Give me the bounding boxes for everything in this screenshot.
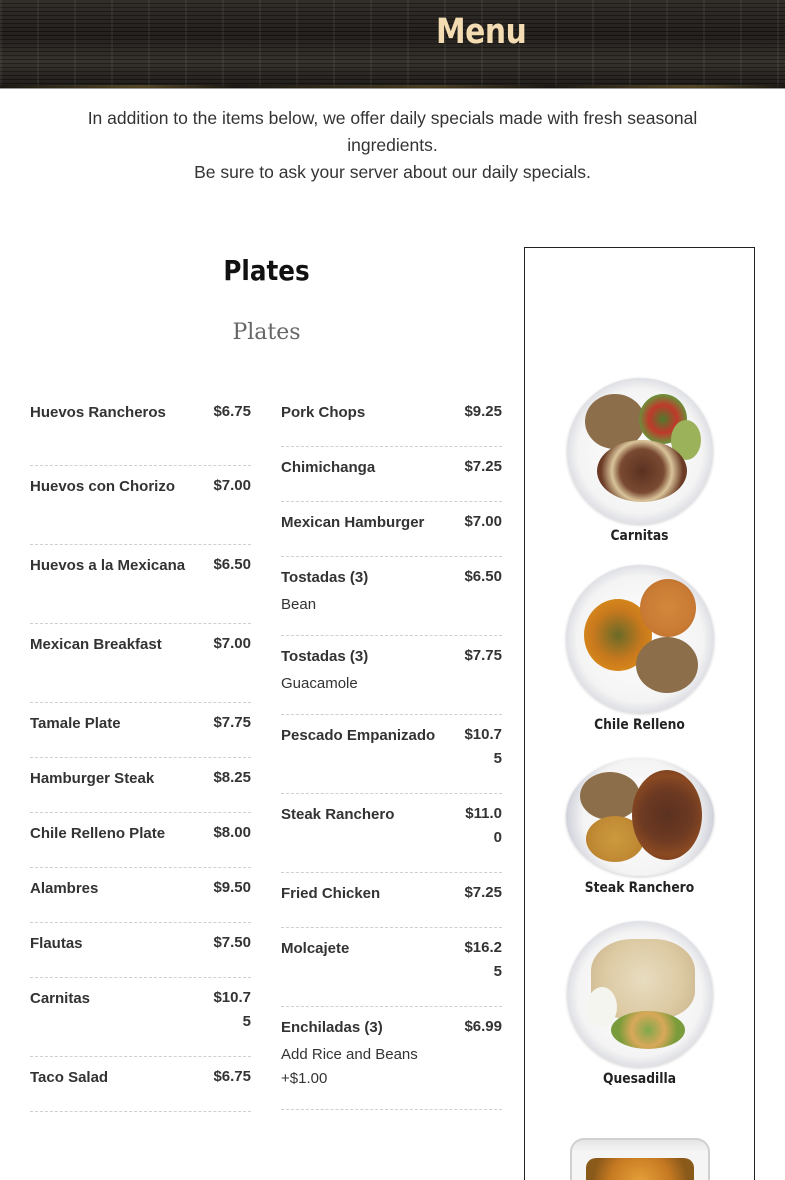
section-title: Plates [223,254,310,287]
menu-item-price: $6.99 [464,1018,502,1035]
dish-caption: Carnitas [610,528,669,544]
menu-item-price: $7.00 [213,477,251,494]
menu-item-name: Chile Relleno Plate [30,825,166,842]
menu-item-price: $16.25 [464,939,502,980]
menu-item-name: Flautas [30,935,83,952]
menu-item-name: Alambres [30,880,99,897]
menu-item [281,715,502,794]
menu-item-price: $10.75 [464,726,502,767]
menu-item [281,928,502,1007]
menu-item-name: Pescado Empanizado [281,727,436,744]
dish-chile-relleno [525,565,754,733]
menu-item-name: Mexican Hamburger [281,514,425,531]
menu-item-price: $8.25 [213,769,251,786]
menu-item [30,978,251,1057]
dish-photo-sidebar [524,247,755,1180]
carnitas-photo [567,378,713,524]
menu-item-description: Add Rice and Beans +$1.00 [281,1046,418,1087]
quesadilla-photo [567,921,713,1067]
menu-item-price: $8.00 [213,824,251,841]
intro-text [60,105,725,186]
menu-item [281,636,502,715]
menu-item [30,868,251,923]
menu-item [30,1057,251,1112]
menu-item [30,758,251,813]
menu-item [30,703,251,758]
dish-partial-container [525,1138,754,1180]
menu-item [30,545,251,624]
menu-item-description: Bean [281,596,317,613]
dish-steak-ranchero [525,758,754,896]
menu-item-price: $10.75 [213,989,251,1030]
dish-caption: Steak Ranchero [584,880,695,896]
menu-item-name: Enchiladas (3) [281,1019,383,1036]
menu-item-price: $7.50 [213,934,251,951]
menu-item-price: $7.00 [464,513,502,530]
intro-line-2: Be sure to ask your server about our daily specials. [194,162,591,182]
menu-item [30,392,251,466]
menu-item [281,502,502,557]
menu-item-price: $6.75 [213,1068,251,1085]
menu-item-price: $9.50 [213,879,251,896]
menu-item [30,624,251,703]
menu-item-name: Pork Chops [281,404,366,421]
menu-column-left [30,392,251,1112]
menu-item-name: Tamale Plate [30,715,121,732]
page-title: Menu [436,12,527,52]
dish-caption: Chile Relleno [594,717,685,733]
menu-item-name: Fried Chicken [281,885,381,902]
menu-item-price: $7.75 [213,714,251,731]
menu-item-name: Carnitas [30,990,91,1007]
menu-item-name: Tostadas (3) [281,569,369,586]
menu-item-price: $6.75 [213,403,251,420]
menu-item-name: Huevos a la Mexicana [30,557,186,574]
menu-item-name: Mexican Breakfast [30,636,162,653]
menu-item-description: Guacamole [281,675,358,692]
menu-item [281,557,502,636]
menu-item-price: $7.75 [464,647,502,664]
menu-item-price: $6.50 [464,568,502,585]
chile-relleno-photo [566,565,714,713]
menu-item-name: Steak Ranchero [281,806,395,823]
menu-item-price: $7.25 [464,884,502,901]
dish-caption: Quesadilla [602,1071,677,1087]
menu-item [281,873,502,928]
menu-item-price: $6.50 [213,556,251,573]
steak-ranchero-photo [566,758,714,876]
menu-item [30,466,251,545]
menu-item [281,794,502,873]
menu-item [30,923,251,978]
dish-quesadilla [525,921,754,1087]
menu-item-price: $7.25 [464,458,502,475]
menu-item [30,813,251,868]
section-subtitle: Plates [232,320,301,345]
menu-item [281,447,502,502]
menu-item-price: $7.00 [213,635,251,652]
menu-item-name: Huevos Rancheros [30,404,166,421]
menu-item-name: Hamburger Steak [30,770,155,787]
header-banner [0,0,785,89]
menu-item-price: $11.00 [465,805,502,846]
partial-dish-photo [570,1138,710,1180]
menu-item-name: Huevos con Chorizo [30,478,176,495]
dish-carnitas [525,378,754,544]
menu-column-right [281,392,502,1110]
menu-item-name: Molcajete [281,940,350,957]
menu-item-name: Taco Salad [30,1069,109,1086]
menu-item [281,1007,502,1110]
menu-item-name: Chimichanga [281,459,376,476]
menu-item-price: $9.25 [464,403,502,420]
menu-item-name: Tostadas (3) [281,648,369,665]
menu-item [281,392,502,447]
intro-line-1: In addition to the items below, we offer daily specials made with fresh seasonal ingredients. [87,108,698,155]
